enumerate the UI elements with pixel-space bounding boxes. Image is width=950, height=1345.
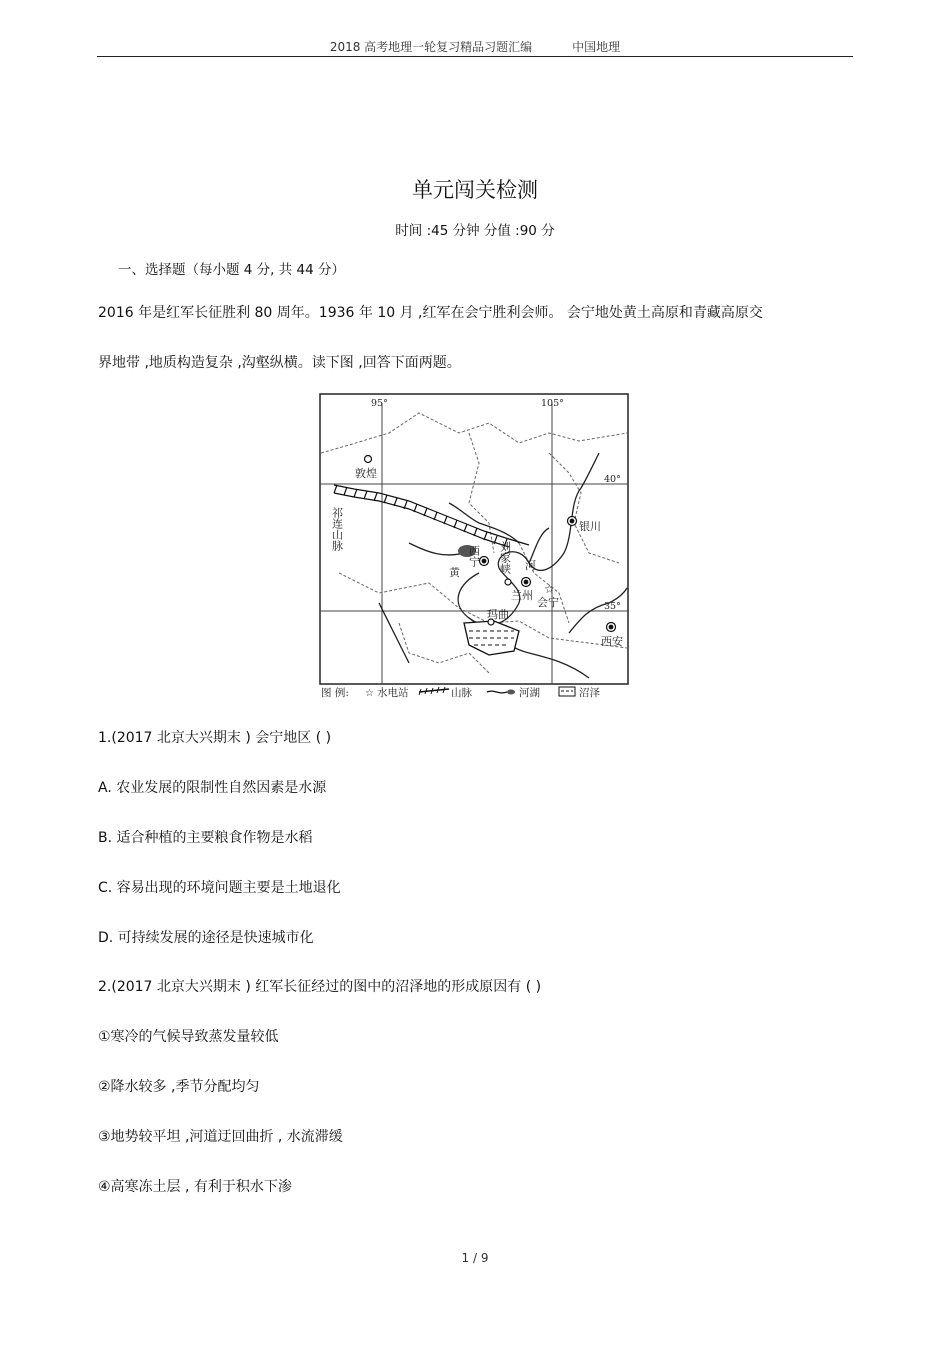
map-legend <box>321 686 600 699</box>
map-figure <box>319 393 629 700</box>
label-qilian: 祁连山脉 <box>330 507 344 551</box>
header-right: 中国地理 <box>572 40 621 54</box>
label-xining: 西宁 <box>467 545 481 567</box>
intro-line-1: 2016 年是红军长征胜利 80 周年。1936 年 10 月 ,红军在会宁胜利会师。 会宁地处黄土高原和青藏高原交 <box>98 305 763 321</box>
lon-label-95: 95° <box>371 398 388 409</box>
lat-label-40: 40° <box>604 474 621 485</box>
hydro-station-icon: ☆ <box>544 582 555 596</box>
label-yinchuan: 银川 <box>579 520 601 533</box>
legend-mountain-text: 山脉 <box>451 687 472 699</box>
q1-stem: 1.(2017 北京大兴期末 ) 会宁地区 ( ) <box>98 730 332 746</box>
label-xian: 西安 <box>601 635 623 648</box>
q1-option-c: C. 容易出现的环境问题主要是土地退化 <box>98 880 341 896</box>
lat-label-35: 35° <box>604 601 621 612</box>
header-left: 2018 高考地理一轮复习精品习题汇编 <box>329 40 533 54</box>
q2-option-4: ④高寒冻土层 , 有利于积水下渗 <box>98 1179 292 1195</box>
label-huining: 会宁 <box>537 596 559 609</box>
q1-option-b: B. 适合种植的主要粮食作物是水稻 <box>98 830 313 846</box>
legend-river-text: 河湖 <box>519 687 540 699</box>
legend-swamp-text: 沼泽 <box>579 687 600 699</box>
label-lanzhou: 兰州 <box>511 589 533 602</box>
label-he: 河 <box>525 559 536 572</box>
q2-option-1: ①寒冷的气候导致蒸发量较低 <box>98 1029 279 1045</box>
section-heading: 一、选择题（每小题 4 分, 共 44 分） <box>118 262 346 278</box>
q1-option-a: A. 农业发展的限制性自然因素是水源 <box>98 780 327 796</box>
legend-label: 图 例: <box>321 687 349 699</box>
legend-hydro-text: 水电站 <box>377 687 409 699</box>
label-huang: 黄 <box>449 566 460 579</box>
q2-option-2: ②降水较多 ,季节分配均匀 <box>98 1079 260 1095</box>
page-title: 单元闯关检测 <box>412 178 538 202</box>
legend-lake-icon <box>507 690 515 695</box>
intro-line-2: 界地带 ,地质构造复杂 ,沟壑纵横。读下图 ,回答下面两题。 <box>98 355 461 371</box>
legend-hydro-icon: ☆ <box>365 688 374 699</box>
running-header <box>0 38 950 55</box>
label-liujiaxia: 刘家峡 <box>498 541 512 574</box>
page-number: 1 / 9 <box>461 1251 489 1265</box>
q1-option-d: D. 可持续发展的途径是快速城市化 <box>98 930 314 946</box>
q2-option-3: ③地势较平坦 ,河道迂回曲折 , 水流滞缓 <box>98 1129 343 1145</box>
label-dunhuang: 敦煌 <box>355 467 377 480</box>
lon-label-105: 105° <box>541 398 564 409</box>
header-rule <box>97 56 853 57</box>
legend-river-icon <box>487 691 507 693</box>
q2-stem: 2.(2017 北京大兴期末 ) 红军长征经过的图中的沼泽地的形成原因有 ( ) <box>98 979 542 995</box>
time-score: 时间 :45 分钟 分值 :90 分 <box>395 223 555 239</box>
label-maqu: 玛曲 <box>487 608 509 621</box>
